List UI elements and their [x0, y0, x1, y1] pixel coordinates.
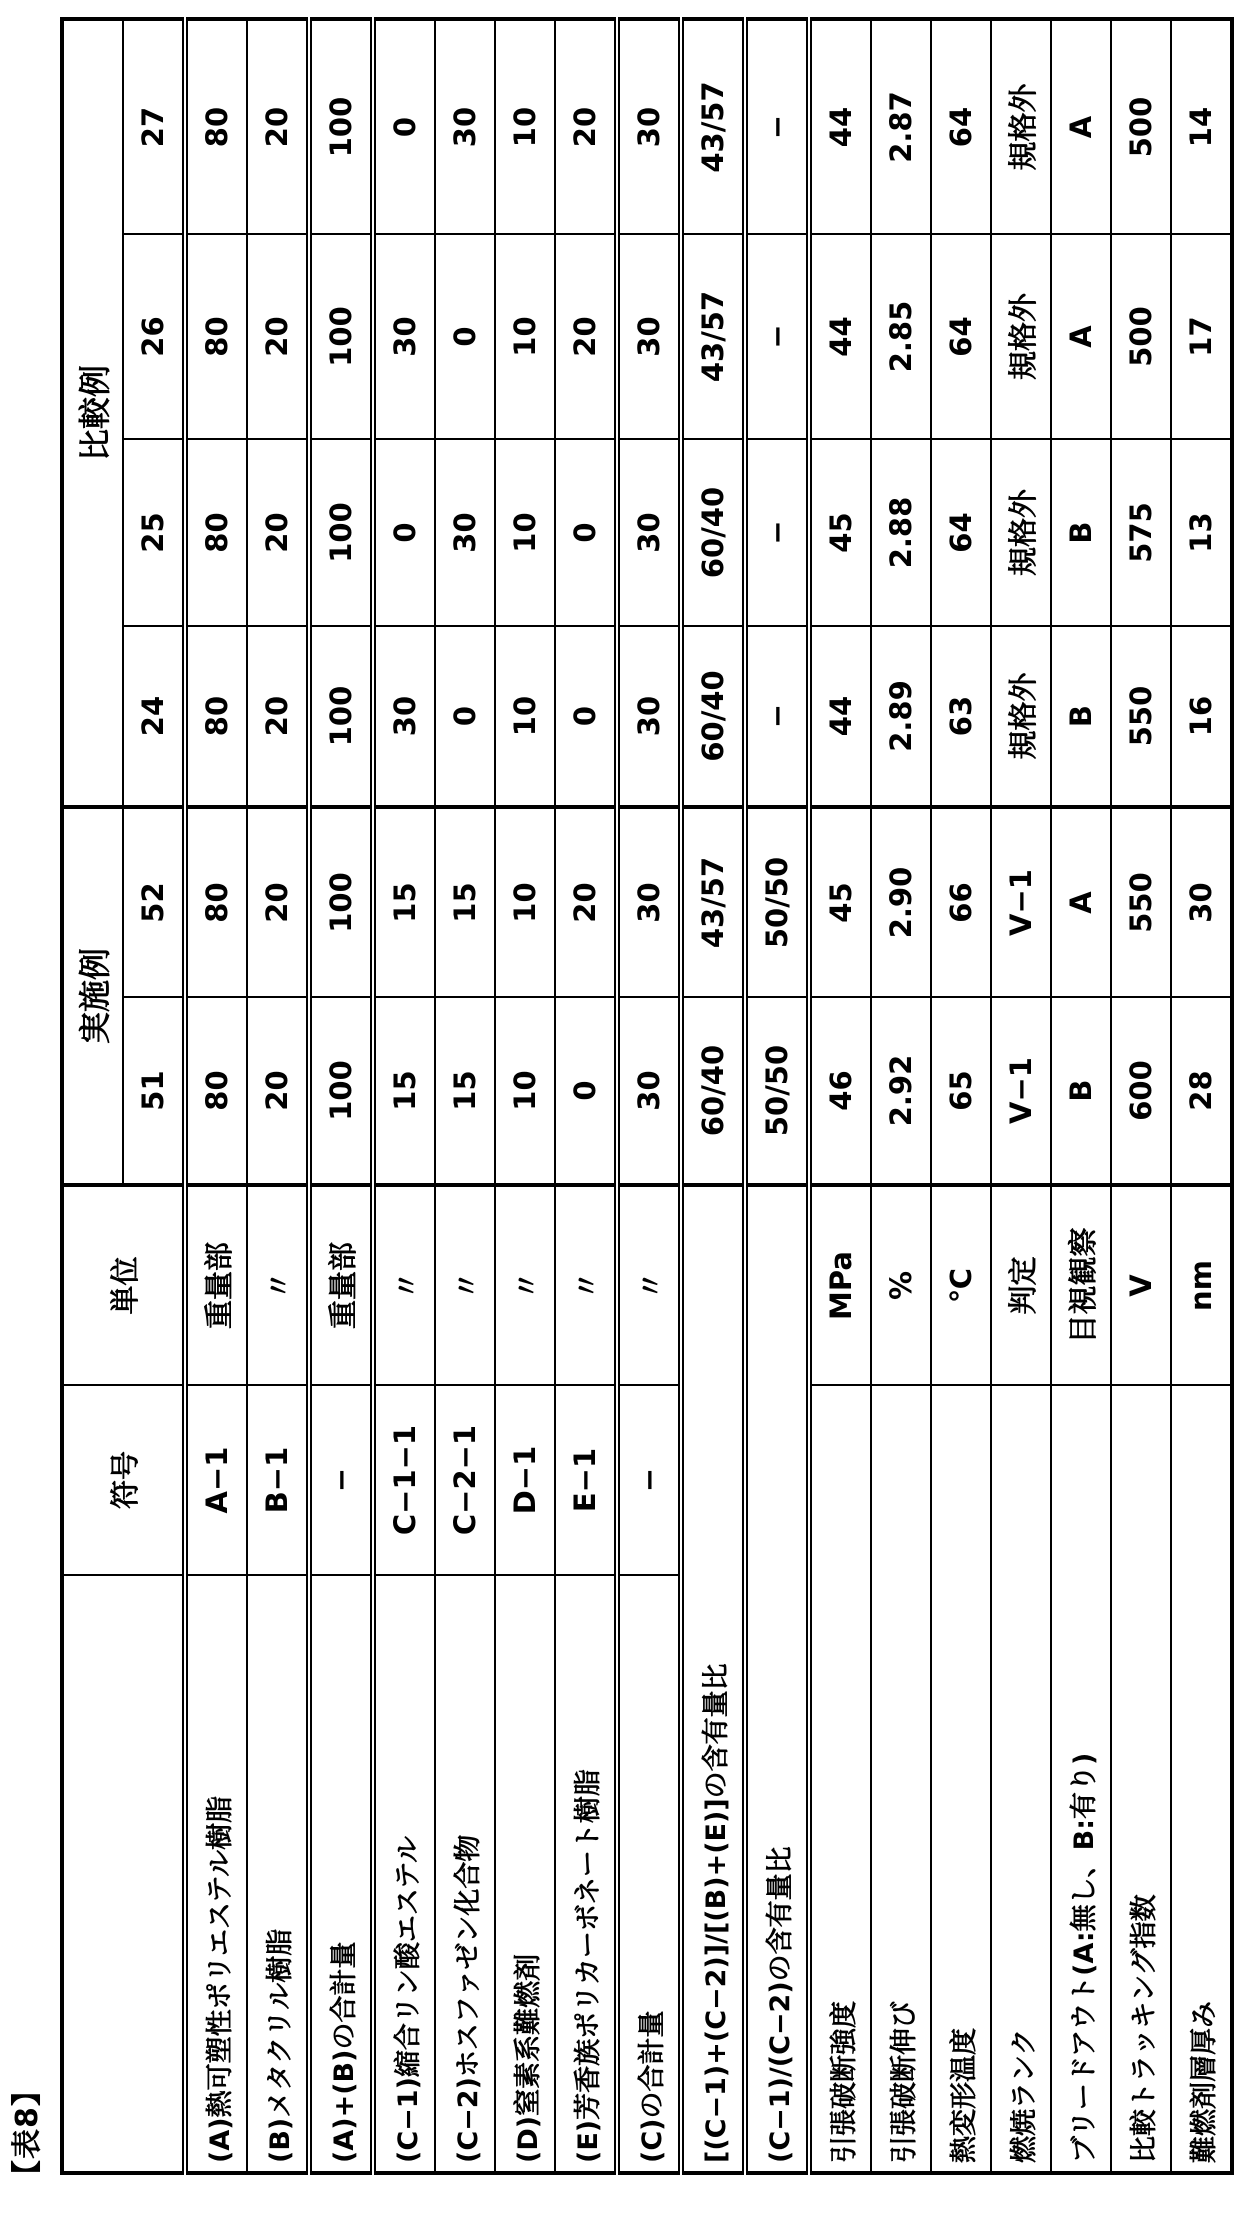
row-value: 43/57 [681, 19, 745, 234]
row-value: 100 [309, 626, 373, 807]
row-symbol: A−1 [185, 1385, 247, 1575]
row-value: 14 [1171, 19, 1232, 234]
row-value: 63 [931, 626, 991, 807]
row-value: 80 [185, 626, 247, 807]
row-symbol: C−1−1 [373, 1385, 435, 1575]
row-value: V−1 [991, 997, 1051, 1185]
row-label: ブリードアウト(A:無し、B:有り) [1051, 1385, 1111, 2173]
row-value: 2.88 [871, 439, 931, 626]
row-value: 13 [1171, 439, 1232, 626]
row-value: 規格外 [991, 19, 1051, 234]
row-label: 難燃剤層厚み [1171, 1385, 1232, 2173]
row-symbol: E−1 [555, 1385, 617, 1575]
row-symbol: C−2−1 [435, 1385, 495, 1575]
row-unit: 〃 [555, 1185, 617, 1385]
row-unit: 〃 [495, 1185, 555, 1385]
row-value: 80 [185, 439, 247, 626]
row-unit: V [1111, 1185, 1171, 1385]
row-unit: 重量部 [185, 1185, 247, 1385]
row-label: 引張破断伸び [871, 1385, 931, 2173]
table-row [1171, 19, 1232, 2173]
row-value: 30 [373, 626, 435, 807]
rotated-table-page [0, 0, 1236, 2220]
row-symbol: D−1 [495, 1385, 555, 1575]
row-value: 0 [373, 439, 435, 626]
row-unit: 〃 [247, 1185, 309, 1385]
row-value: 10 [495, 807, 555, 997]
row-value: 45 [809, 807, 871, 997]
row-label: (C−2)ホスファゼン化合物 [435, 1575, 495, 2173]
row-value: 2.85 [871, 234, 931, 439]
table-row [745, 19, 809, 2173]
row-unit: 判定 [991, 1185, 1051, 1385]
row-unit: 〃 [617, 1185, 681, 1385]
row-value: 100 [309, 997, 373, 1185]
row-value: 20 [247, 997, 309, 1185]
row-value: 0 [435, 626, 495, 807]
table-row [871, 19, 931, 2173]
row-value: 44 [809, 626, 871, 807]
row-value: 80 [185, 19, 247, 234]
row-value: 50/50 [745, 997, 809, 1185]
row-value: 46 [809, 997, 871, 1185]
row-value: 30 [617, 997, 681, 1185]
row-value: 0 [435, 234, 495, 439]
row-value: 規格外 [991, 439, 1051, 626]
row-value: 20 [247, 234, 309, 439]
header-label-cell [62, 1575, 185, 2173]
table-row [373, 19, 435, 2173]
row-value: − [745, 626, 809, 807]
column-header: 52 [123, 807, 185, 997]
row-value: 600 [1111, 997, 1171, 1185]
header-symbol: 符号 [62, 1385, 185, 1575]
table-row [309, 19, 373, 2173]
row-value: 10 [495, 997, 555, 1185]
row-label: (A)熱可塑性ポリエステル樹脂 [185, 1575, 247, 2173]
row-symbol: − [617, 1385, 681, 1575]
row-label: (D)窒素系難燃剤 [495, 1575, 555, 2173]
row-value: 30 [1171, 807, 1232, 997]
row-unit: 重量部 [309, 1185, 373, 1385]
row-value: 80 [185, 234, 247, 439]
row-value: 20 [555, 234, 617, 439]
column-header: 26 [123, 234, 185, 439]
row-value: 65 [931, 997, 991, 1185]
row-value: 15 [435, 997, 495, 1185]
row-symbol: − [309, 1385, 373, 1575]
table-title: 【表8】 [2, 2075, 46, 2190]
row-value: 80 [185, 997, 247, 1185]
row-value: V−1 [991, 807, 1051, 997]
row-label: 熱変形温度 [931, 1385, 991, 2173]
table-row [555, 19, 617, 2173]
row-value: 30 [617, 234, 681, 439]
row-value: 2.90 [871, 807, 931, 997]
row-value: 30 [617, 807, 681, 997]
row-value: 500 [1111, 19, 1171, 234]
row-value: 15 [373, 807, 435, 997]
row-value: 20 [247, 626, 309, 807]
column-header: 24 [123, 626, 185, 807]
row-value: 10 [495, 626, 555, 807]
table-row [1051, 19, 1111, 2173]
row-value: 30 [617, 439, 681, 626]
row-unit: 目視観察 [1051, 1185, 1111, 1385]
row-unit: nm [1171, 1185, 1232, 1385]
table-row [617, 19, 681, 2173]
row-value: 64 [931, 234, 991, 439]
row-value: 550 [1111, 807, 1171, 997]
table-row [185, 19, 247, 2173]
row-value: 2.87 [871, 19, 931, 234]
row-value: A [1051, 19, 1111, 234]
row-value: 64 [931, 19, 991, 234]
row-value: 60/40 [681, 997, 745, 1185]
row-value: 規格外 [991, 626, 1051, 807]
data-table [60, 17, 1234, 2175]
table-row [495, 19, 555, 2173]
row-value: 10 [495, 439, 555, 626]
row-value: − [745, 234, 809, 439]
table-row [1111, 19, 1171, 2173]
row-value: 66 [931, 807, 991, 997]
row-value: B [1051, 626, 1111, 807]
row-value: 20 [555, 19, 617, 234]
row-value: 43/57 [681, 807, 745, 997]
table-row [435, 19, 495, 2173]
row-label: (E)芳香族ポリカーボネート樹脂 [555, 1575, 617, 2173]
row-value: 80 [185, 807, 247, 997]
row-value: 28 [1171, 997, 1232, 1185]
row-label: 燃焼ランク [991, 1385, 1051, 2173]
row-value: 100 [309, 807, 373, 997]
table-row [247, 19, 309, 2173]
row-unit: 〃 [373, 1185, 435, 1385]
row-value: A [1051, 807, 1111, 997]
row-value: 0 [555, 997, 617, 1185]
table-row [681, 19, 745, 2173]
column-header: 25 [123, 439, 185, 626]
row-value: B [1051, 439, 1111, 626]
row-value: 30 [435, 439, 495, 626]
row-label: (C−1)/(C−2)の含有量比 [745, 1185, 809, 2173]
row-value: 43/57 [681, 234, 745, 439]
row-value: 45 [809, 439, 871, 626]
row-unit: ℃ [931, 1185, 991, 1385]
row-value: 30 [435, 19, 495, 234]
row-value: 44 [809, 234, 871, 439]
row-value: 550 [1111, 626, 1171, 807]
row-value: 575 [1111, 439, 1171, 626]
column-header: 51 [123, 997, 185, 1185]
row-value: 20 [247, 439, 309, 626]
row-value: 15 [435, 807, 495, 997]
row-value: 20 [247, 19, 309, 234]
row-value: 規格外 [991, 234, 1051, 439]
row-value: 100 [309, 234, 373, 439]
row-value: − [745, 19, 809, 234]
row-value: B [1051, 997, 1111, 1185]
row-value: 44 [809, 19, 871, 234]
header-group-examples: 実施例 [62, 807, 123, 1185]
row-value: 0 [373, 19, 435, 234]
row-value: A [1051, 234, 1111, 439]
row-value: − [745, 439, 809, 626]
row-unit: % [871, 1185, 931, 1385]
row-label: 引張破断強度 [809, 1385, 871, 2173]
column-header: 27 [123, 19, 185, 234]
row-unit: 〃 [435, 1185, 495, 1385]
row-label: (C)の合計量 [617, 1575, 681, 2173]
table-row [809, 19, 871, 2173]
row-value: 2.89 [871, 626, 931, 807]
row-value: 30 [373, 234, 435, 439]
table-row [931, 19, 991, 2173]
row-value: 64 [931, 439, 991, 626]
row-value: 50/50 [745, 807, 809, 997]
row-label: (B)メタクリル樹脂 [247, 1575, 309, 2173]
row-value: 0 [555, 439, 617, 626]
row-unit: MPa [809, 1185, 871, 1385]
row-value: 100 [309, 19, 373, 234]
row-label: (C−1)縮合リン酸エステル [373, 1575, 435, 2173]
row-value: 20 [247, 807, 309, 997]
row-value: 17 [1171, 234, 1232, 439]
row-value: 2.92 [871, 997, 931, 1185]
row-value: 30 [617, 626, 681, 807]
table-row [991, 19, 1051, 2173]
row-value: 16 [1171, 626, 1232, 807]
header-row-groups [62, 19, 123, 2173]
row-value: 500 [1111, 234, 1171, 439]
header-unit: 単位 [62, 1185, 185, 1385]
header-group-comparative: 比較例 [62, 19, 123, 807]
row-value: 10 [495, 234, 555, 439]
row-label: (A)+(B)の合計量 [309, 1575, 373, 2173]
row-value: 15 [373, 997, 435, 1185]
row-value: 10 [495, 19, 555, 234]
row-value: 60/40 [681, 439, 745, 626]
row-symbol: B−1 [247, 1385, 309, 1575]
row-value: 100 [309, 439, 373, 626]
row-value: 20 [555, 807, 617, 997]
row-value: 30 [617, 19, 681, 234]
row-value: 0 [555, 626, 617, 807]
row-label: [(C−1)+(C−2)]/[(B)+(E)]の含有量比 [681, 1185, 745, 2173]
row-value: 60/40 [681, 626, 745, 807]
row-label: 比較トラッキング指数 [1111, 1385, 1171, 2173]
